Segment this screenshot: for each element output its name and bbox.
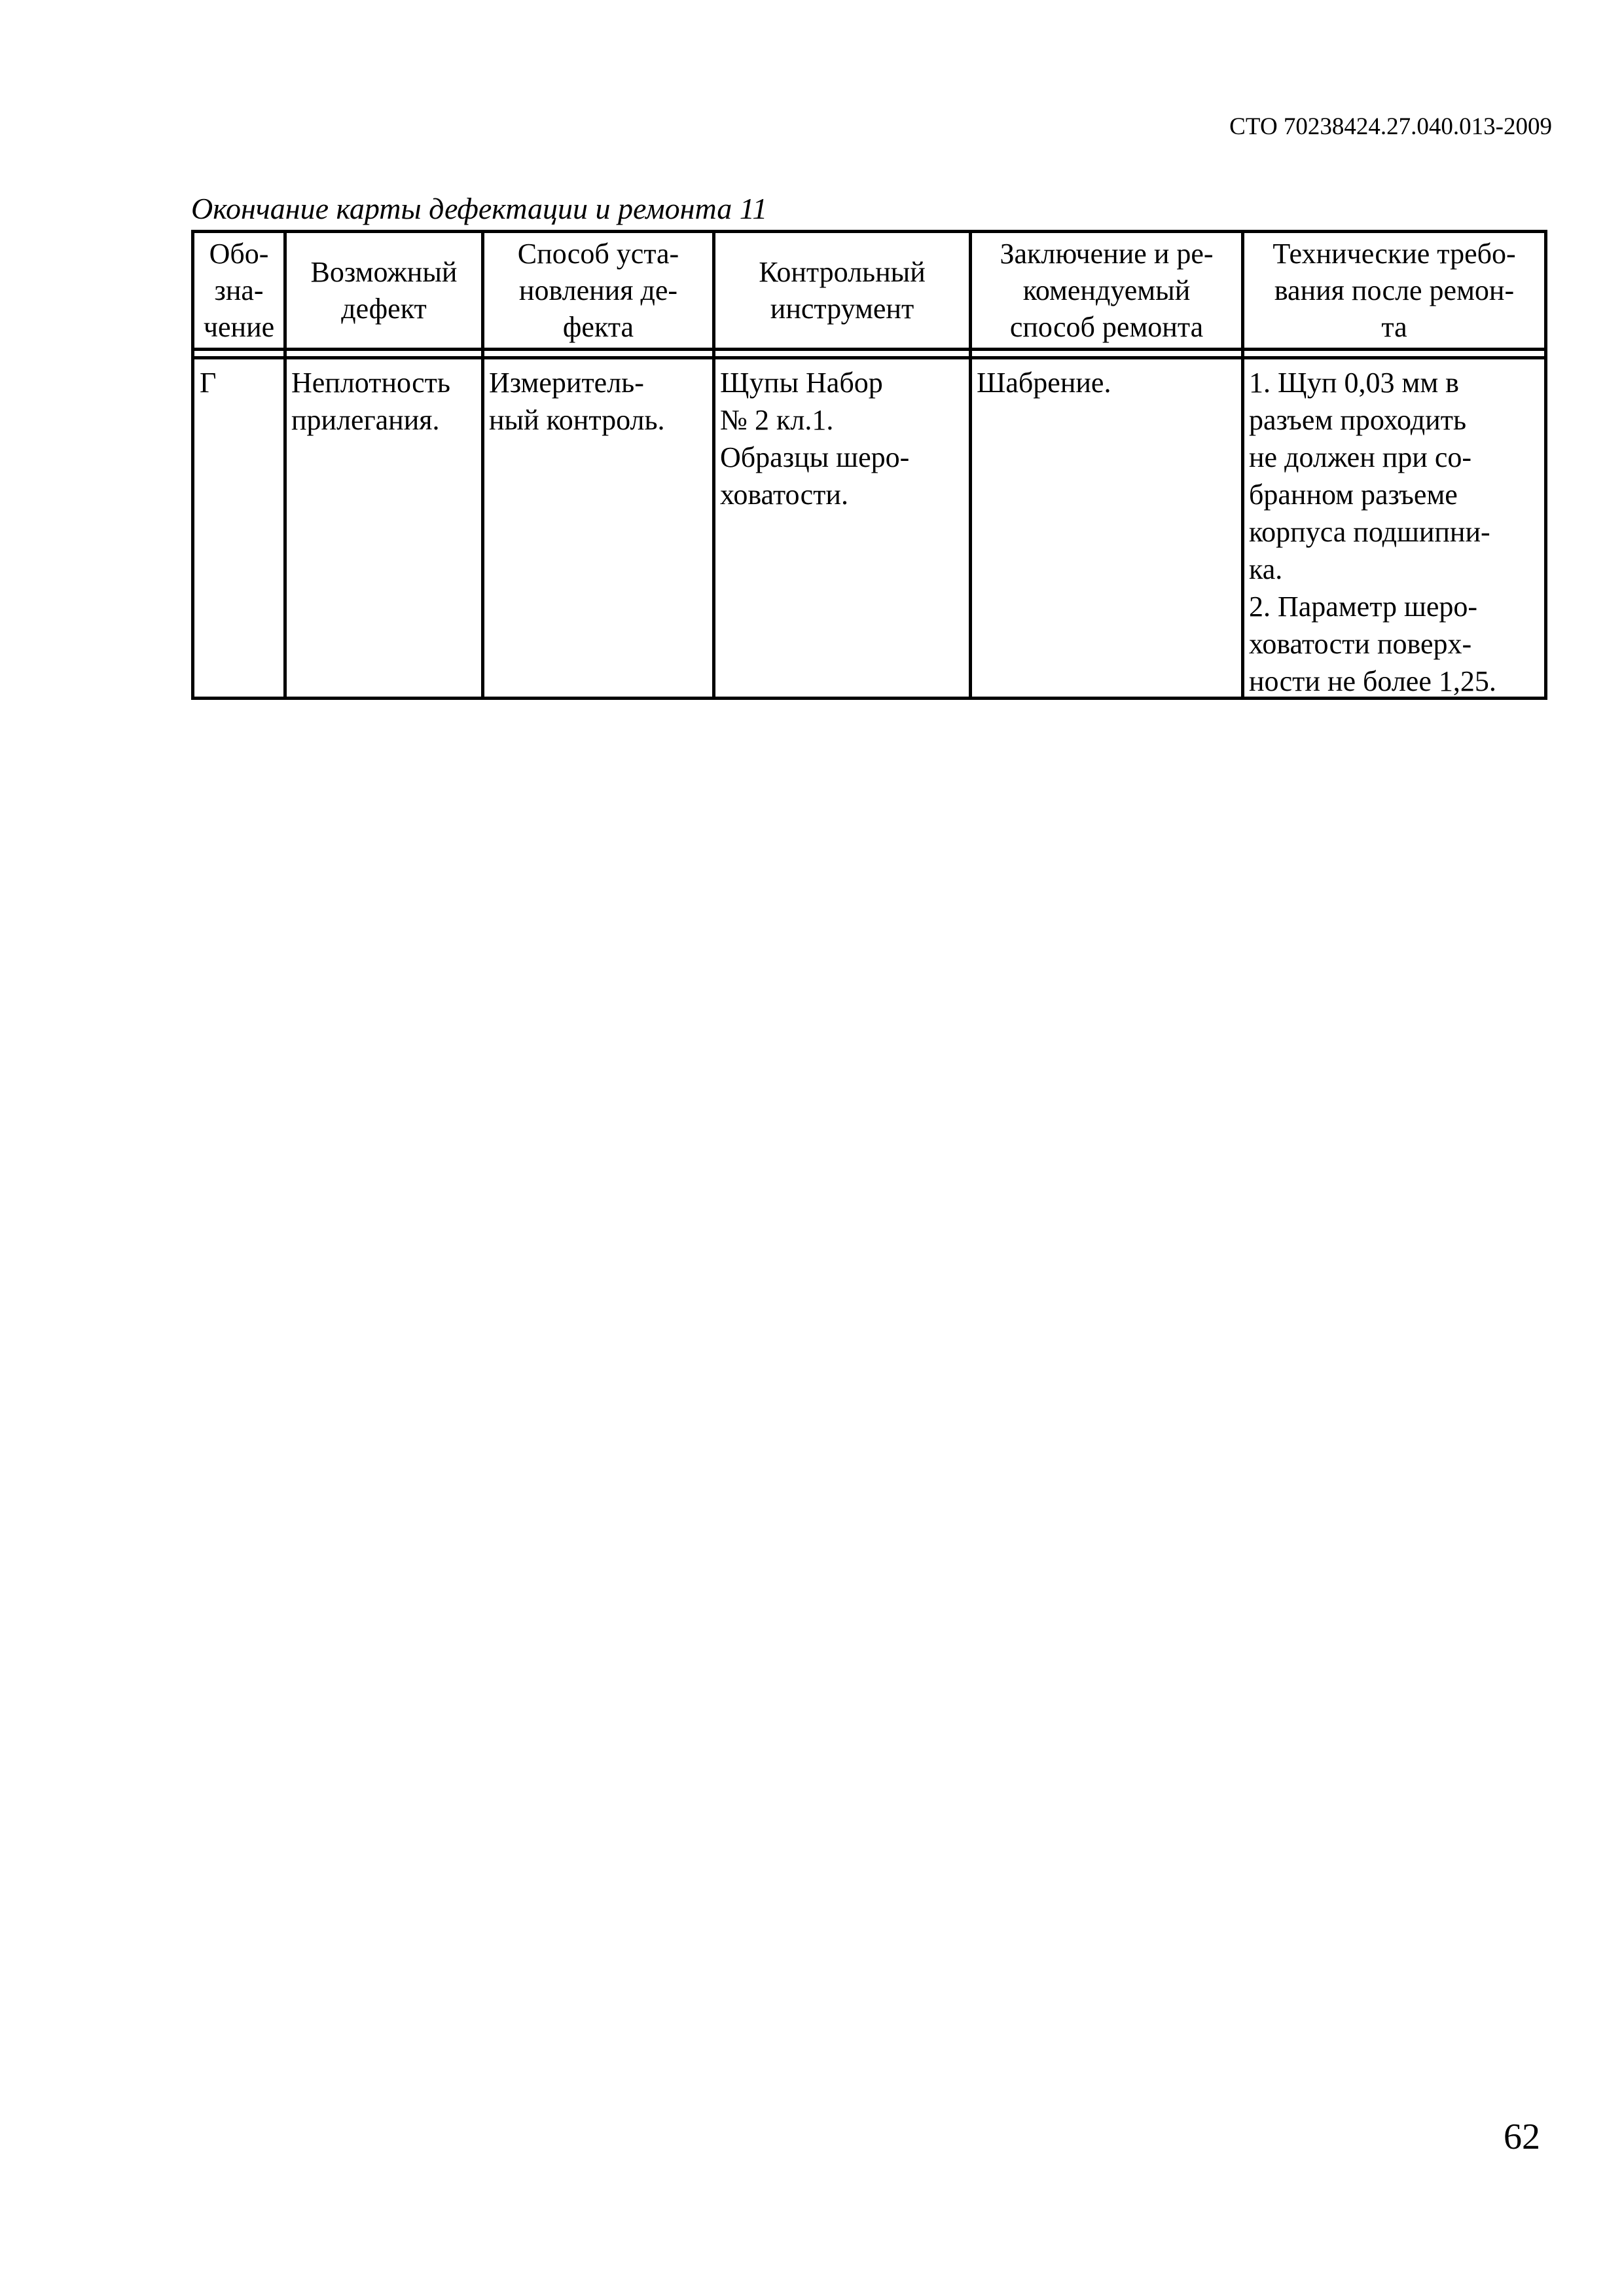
document-code: СТО 70238424.27.040.013-2009 <box>1229 113 1552 140</box>
table-cell-designation: Г <box>200 367 217 399</box>
defect-repair-table <box>191 230 1547 700</box>
table-cell-detection-method: Измеритель- ный контроль. <box>489 367 665 436</box>
table-cell-defect: Неплотность прилегания. <box>291 367 450 436</box>
header-cell-detection-method: Способ уста- новления де- фекта <box>517 237 679 343</box>
header-divider <box>194 348 1544 351</box>
table-cell-repair-method: Шабрение. <box>977 367 1111 399</box>
header-cell-defect: Возможный дефект <box>310 255 458 325</box>
table-cell-instrument: Щупы Набор № 2 кл.1. Образцы шеро- ховатости. <box>720 367 910 511</box>
header-cell-designation: Обо- зна- чение <box>203 237 275 343</box>
table-caption: Окончание карты дефектации и ремонта 11 <box>191 192 768 225</box>
table-cell-requirements: 1. Щуп 0,03 мм в разъем проходить не должен при со- бранном разъеме корпуса подшипни- ка. 2. Параметр шеро- ховатости поверх- ности не более 1,25. <box>1249 367 1496 697</box>
page-number: 62 <box>1504 2117 1540 2157</box>
header-cell-instrument: Контрольный инструмент <box>759 255 926 325</box>
header-divider <box>194 356 1544 359</box>
header-cell-repair-method: Заключение и ре- комендуемый способ ремонта <box>1000 237 1214 343</box>
header-cell-requirements: Технические требо- вания после ремон- та <box>1272 237 1516 343</box>
